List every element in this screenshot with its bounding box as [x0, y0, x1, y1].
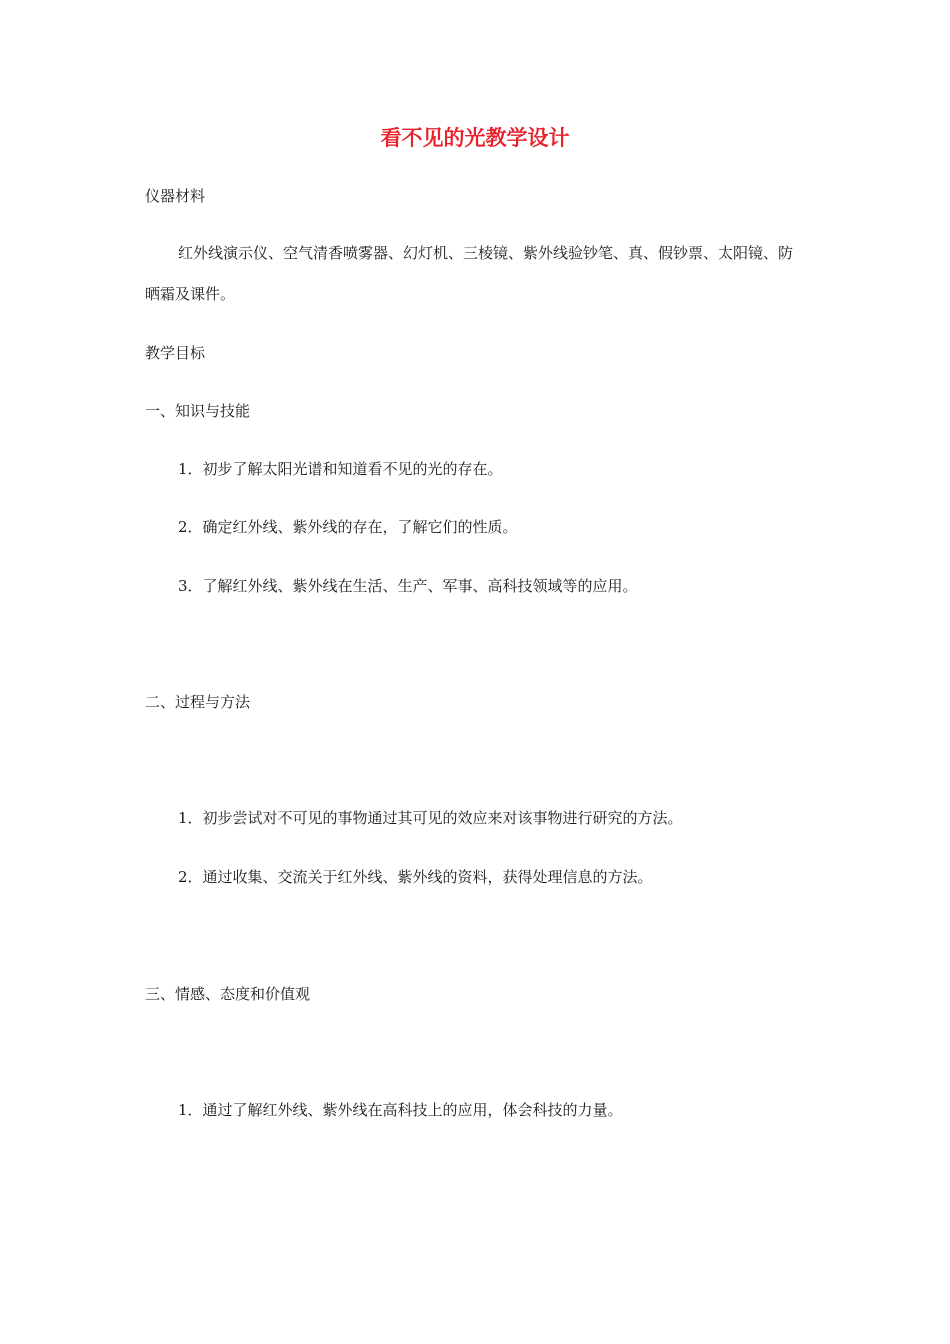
materials-heading: 仪器材料: [145, 187, 206, 205]
page-title: 看不见的光教学设计: [380, 125, 570, 150]
knowledge-item-3: 3．了解红外线、紫外线在生活、生产、军事、高科技领域等的应用。: [178, 577, 638, 595]
process-method-heading: 二、过程与方法: [145, 693, 251, 711]
knowledge-item-1: 1．初步了解太阳光谱和知道看不见的光的存在。: [178, 460, 503, 478]
emotion-item-1: 1．通过了解红外线、紫外线在高科技上的应用，体会科技的力量。: [178, 1101, 623, 1119]
knowledge-item-2: 2．确定红外线、紫外线的存在，了解它们的性质。: [178, 518, 518, 536]
objectives-heading: 教学目标: [145, 344, 206, 362]
knowledge-skills-heading: 一、知识与技能: [145, 402, 251, 420]
materials-paragraph: 红外线演示仪、空气清香喷雾器、幻灯机、三棱镜、紫外线验钞笔、真、假钞票、太阳镜、防晒霜及课件。: [145, 244, 794, 303]
emotion-values-heading: 三、情感、态度和价值观: [145, 985, 311, 1003]
process-item-2: 2．通过收集、交流关于红外线、紫外线的资料，获得处理信息的方法。: [178, 868, 653, 886]
process-item-1: 1．初步尝试对不可见的事物通过其可见的效应来对该事物进行研究的方法。: [178, 809, 683, 827]
